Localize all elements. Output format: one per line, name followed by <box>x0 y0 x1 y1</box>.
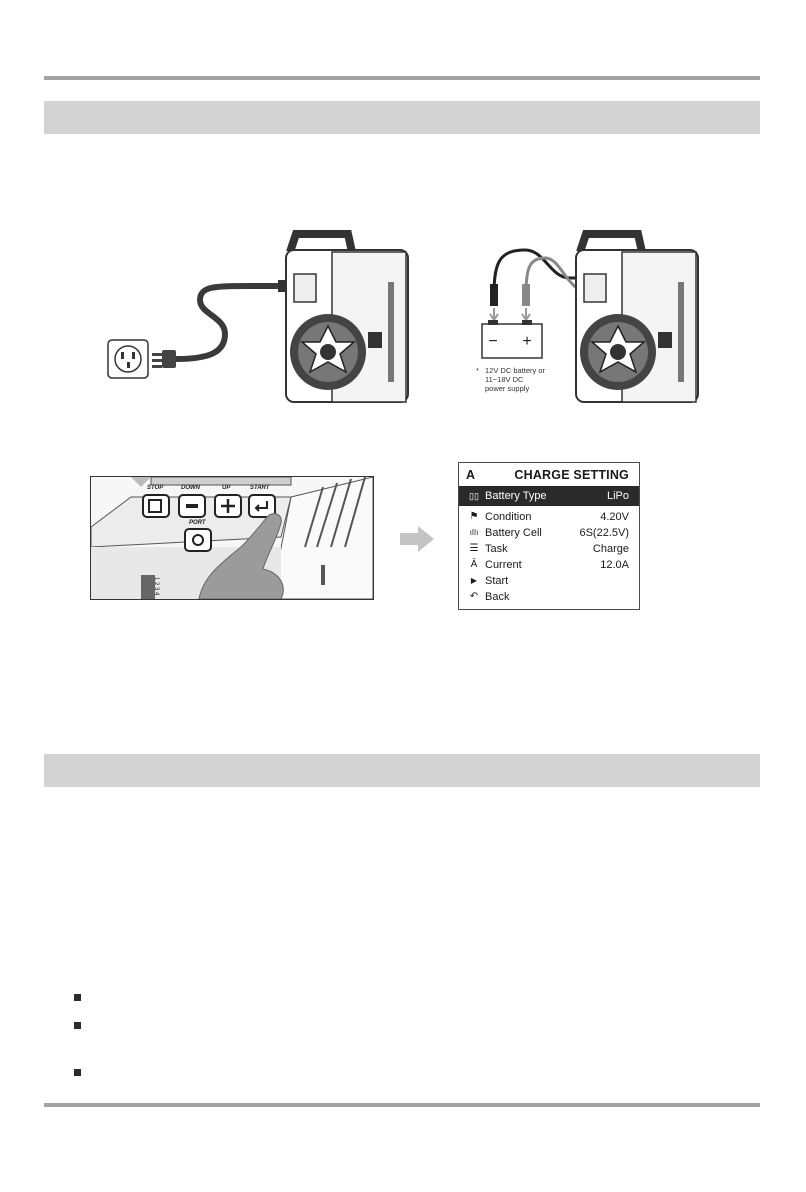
ac-power-illustration <box>100 222 430 412</box>
lcd-row-value: Charge <box>592 543 629 555</box>
note-line: power supply <box>485 384 530 393</box>
down-label: DOWN <box>181 485 200 491</box>
note-star: * <box>476 366 479 375</box>
lcd-header <box>459 463 639 487</box>
lcd-row-label: Battery Cell <box>485 527 542 539</box>
port-button <box>185 529 211 551</box>
power-plug-icon <box>152 350 176 368</box>
lcd-row-start[interactable] <box>459 573 639 589</box>
lcd-row-current[interactable] <box>459 557 639 573</box>
lcd-row-label: Current <box>485 559 522 571</box>
lcd-row-label: Start <box>485 575 509 587</box>
lcd-row-value: LiPo <box>606 490 629 502</box>
charger-device <box>576 234 698 402</box>
start-label: START <box>250 485 270 491</box>
lcd-row-label: Battery Type <box>485 490 547 502</box>
lcd-row-label: Back <box>485 591 510 603</box>
lcd-row-condition[interactable] <box>459 509 639 525</box>
port-digits: 1 2 3 4 <box>153 577 159 596</box>
top-rule <box>44 76 760 80</box>
lcd-row-battery-type[interactable] <box>459 486 639 506</box>
up-button <box>215 495 241 517</box>
lcd-row-label: Condition <box>485 511 532 523</box>
charger-device <box>286 234 408 402</box>
bullet-marker <box>74 1069 81 1076</box>
lcd-row-value: 4.20V <box>600 511 629 523</box>
back-arrow-icon: ↶ <box>469 591 479 602</box>
button-panel-illustration <box>90 476 374 600</box>
task-list-icon: ☰ <box>469 543 479 554</box>
stop-button <box>143 495 169 517</box>
lcd-row-task[interactable] <box>459 541 639 557</box>
stop-label: STOP <box>147 485 164 491</box>
lcd-row-value: 12.0A <box>600 559 629 571</box>
lcd-slot-label: A <box>466 468 476 482</box>
bullet-marker <box>74 994 81 1001</box>
battery-plus-symbol: + <box>522 333 532 350</box>
lcd-charge-setting-screen <box>458 462 640 610</box>
lcd-row-value: 6S(22.5V) <box>579 527 629 539</box>
lcd-row-back[interactable] <box>459 589 639 605</box>
right-arrow-icon <box>400 526 434 552</box>
lcd-row-battery-cell[interactable] <box>459 525 639 541</box>
down-button <box>179 495 205 517</box>
bullet-marker <box>74 1022 81 1029</box>
port-label: PORT <box>189 520 206 526</box>
note-line: 12V DC battery or <box>485 366 546 375</box>
ac-cable <box>176 286 278 359</box>
section-header-bar <box>44 101 760 134</box>
cells-icon: ıǀǀı <box>469 528 479 537</box>
section-header-bar <box>44 754 760 787</box>
battery-minus-symbol: − <box>488 333 498 350</box>
bottom-rule <box>44 1103 760 1107</box>
lcd-row-label: Task <box>485 543 508 555</box>
current-icon: Ā <box>470 559 478 570</box>
play-icon: ▶ <box>470 576 478 585</box>
dc-battery-icon <box>482 320 542 358</box>
battery-icon: ▯▯ <box>469 491 479 501</box>
note-line: 11~18V DC <box>485 375 524 384</box>
up-label: UP <box>222 485 231 491</box>
wall-outlet-icon <box>108 340 148 378</box>
flag-icon: ⚑ <box>469 511 479 522</box>
lcd-title: CHARGE SETTING <box>514 468 629 482</box>
